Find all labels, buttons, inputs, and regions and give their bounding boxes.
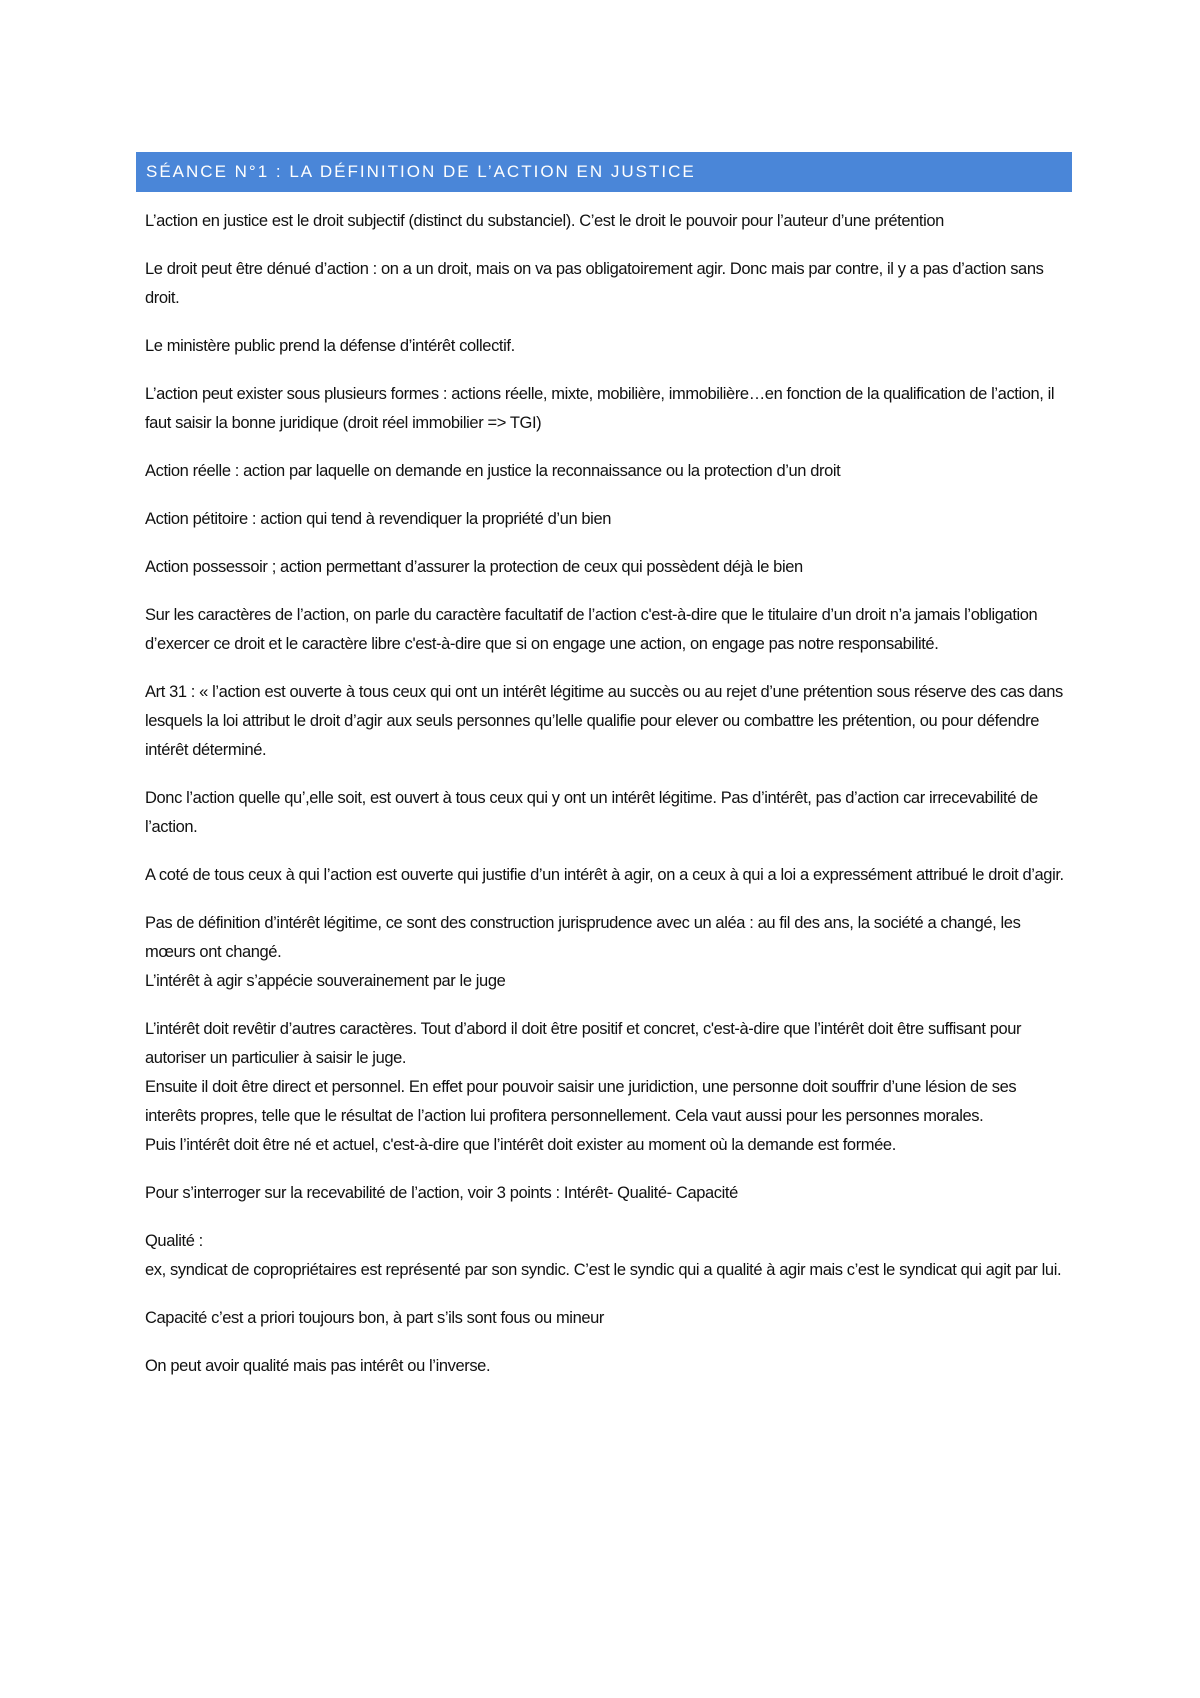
paragraph: [145, 255, 1070, 313]
paragraph: [145, 380, 1070, 438]
paragraph: [145, 1015, 1070, 1160]
paragraph: [145, 332, 1070, 361]
section-heading-bar: [136, 152, 1072, 192]
paragraph-line: Action pétitoire : action qui tend à revendiquer la propriété d’un bien: [145, 510, 612, 528]
paragraph-line: Pour s’interroger sur la recevabilité de l’action, voir 3 points : Intérêt- Qualité- Capacité: [145, 1184, 738, 1202]
paragraph: [145, 457, 1070, 486]
section-heading-title: SÉANCE N°1 : LA DÉFINITION DE L’ACTION EN JUSTICE: [146, 162, 696, 181]
document-body: [145, 207, 1070, 1400]
paragraph: [145, 678, 1070, 765]
paragraph-line: A coté de tous ceux à qui l’action est ouverte qui justifie d’un intérêt à agir, on a ceux à qui a loi a expressément attribué le droit d’agir.: [145, 866, 1064, 884]
paragraph: [145, 784, 1070, 842]
paragraph-line: L’intérêt doit revêtir d’autres caractères. Tout d’abord il doit être positif et concret, c'est-à-dire que l’intérêt doit être suffisant pour autoriser un particulier à saisir le juge.: [145, 1020, 1022, 1067]
paragraph-line: Le droit peut être dénué d’action : on a un droit, mais on va pas obligatoirement agir. Donc mais par contre, il y a pas d’action sans droit.: [145, 260, 1044, 307]
paragraph: [145, 1227, 1070, 1285]
paragraph-line: Donc l’action quelle qu’,elle soit, est ouvert à tous ceux qui y ont un intérêt légitime. Pas d’intérêt, pas d’action car irrecevabilité de l’action.: [145, 789, 1038, 836]
paragraph-line: Puis l’intérêt doit être né et actuel, c'est-à-dire que l’intérêt doit exister au moment où la demande est formée.: [145, 1136, 896, 1154]
paragraph: [145, 1304, 1070, 1333]
paragraph: [145, 909, 1070, 996]
paragraph-line: L’action en justice est le droit subjectif (distinct du substanciel). C’est le droit le pouvoir pour l’auteur d’une prétention: [145, 212, 944, 230]
paragraph-line: Capacité c’est a priori toujours bon, à part s’ils sont fous ou mineur: [145, 1309, 604, 1327]
paragraph-line: On peut avoir qualité mais pas intérêt ou l’inverse.: [145, 1357, 491, 1375]
paragraph-line: Ensuite il doit être direct et personnel. En effet pour pouvoir saisir une juridiction, une personne doit souffrir d’une lésion de ses interêts propres, telle que le résultat de l’action lui profitera personnellement. Cela vaut aussi pour les personnes morales.: [145, 1078, 1017, 1125]
paragraph: [145, 207, 1070, 236]
paragraph: [145, 505, 1070, 534]
paragraph: [145, 1352, 1070, 1381]
paragraph-line: Qualité :: [145, 1232, 203, 1250]
paragraph: [145, 861, 1070, 890]
paragraph-line: Le ministère public prend la défense d’intérêt collectif.: [145, 337, 515, 355]
paragraph-line: Pas de définition d’intérêt légitime, ce sont des construction jurisprudence avec un aléa : au fil des ans, la société a changé, les mœurs ont changé.: [145, 914, 1021, 961]
paragraph-line: Action réelle : action par laquelle on demande en justice la reconnaissance ou la protection d’un droit: [145, 462, 841, 480]
paragraph-line: L’action peut exister sous plusieurs formes : actions réelle, mixte, mobilière, immobilière…en fonction de la qualification de l’action, il faut saisir la bonne juridique (droit réel immobilier => TGI): [145, 385, 1055, 432]
paragraph: [145, 553, 1070, 582]
paragraph-line: Art 31 : « l’action est ouverte à tous ceux qui ont un intérêt légitime au succès ou au rejet d’une prétention sous réserve des cas dans lesquels la loi attribut le droit d’agir aux seuls personnes qu’lelle qualifie pour elever ou combattre les prétention, ou pour défendre intérêt déterminé.: [145, 683, 1063, 759]
paragraph-line: L’intérêt à agir s’appécie souverainement par le juge: [145, 972, 506, 990]
paragraph: [145, 601, 1070, 659]
paragraph-line: Sur les caractères de l’action, on parle du caractère facultatif de l’action c'est-à-dire que le titulaire d’un droit n’a jamais l’obligation d’exercer ce droit et le caractère libre c'est-à-dire que si on engage une action, on engage pas notre responsabilité.: [145, 606, 1038, 653]
paragraph-line: Action possessoir ; action permettant d’assurer la protection de ceux qui possèdent déjà le bien: [145, 558, 803, 576]
paragraph-line: ex, syndicat de copropriétaires est représenté par son syndic. C’est le syndic qui a qualité à agir mais c’est le syndicat qui agit par lui.: [145, 1261, 1062, 1279]
paragraph: [145, 1179, 1070, 1208]
